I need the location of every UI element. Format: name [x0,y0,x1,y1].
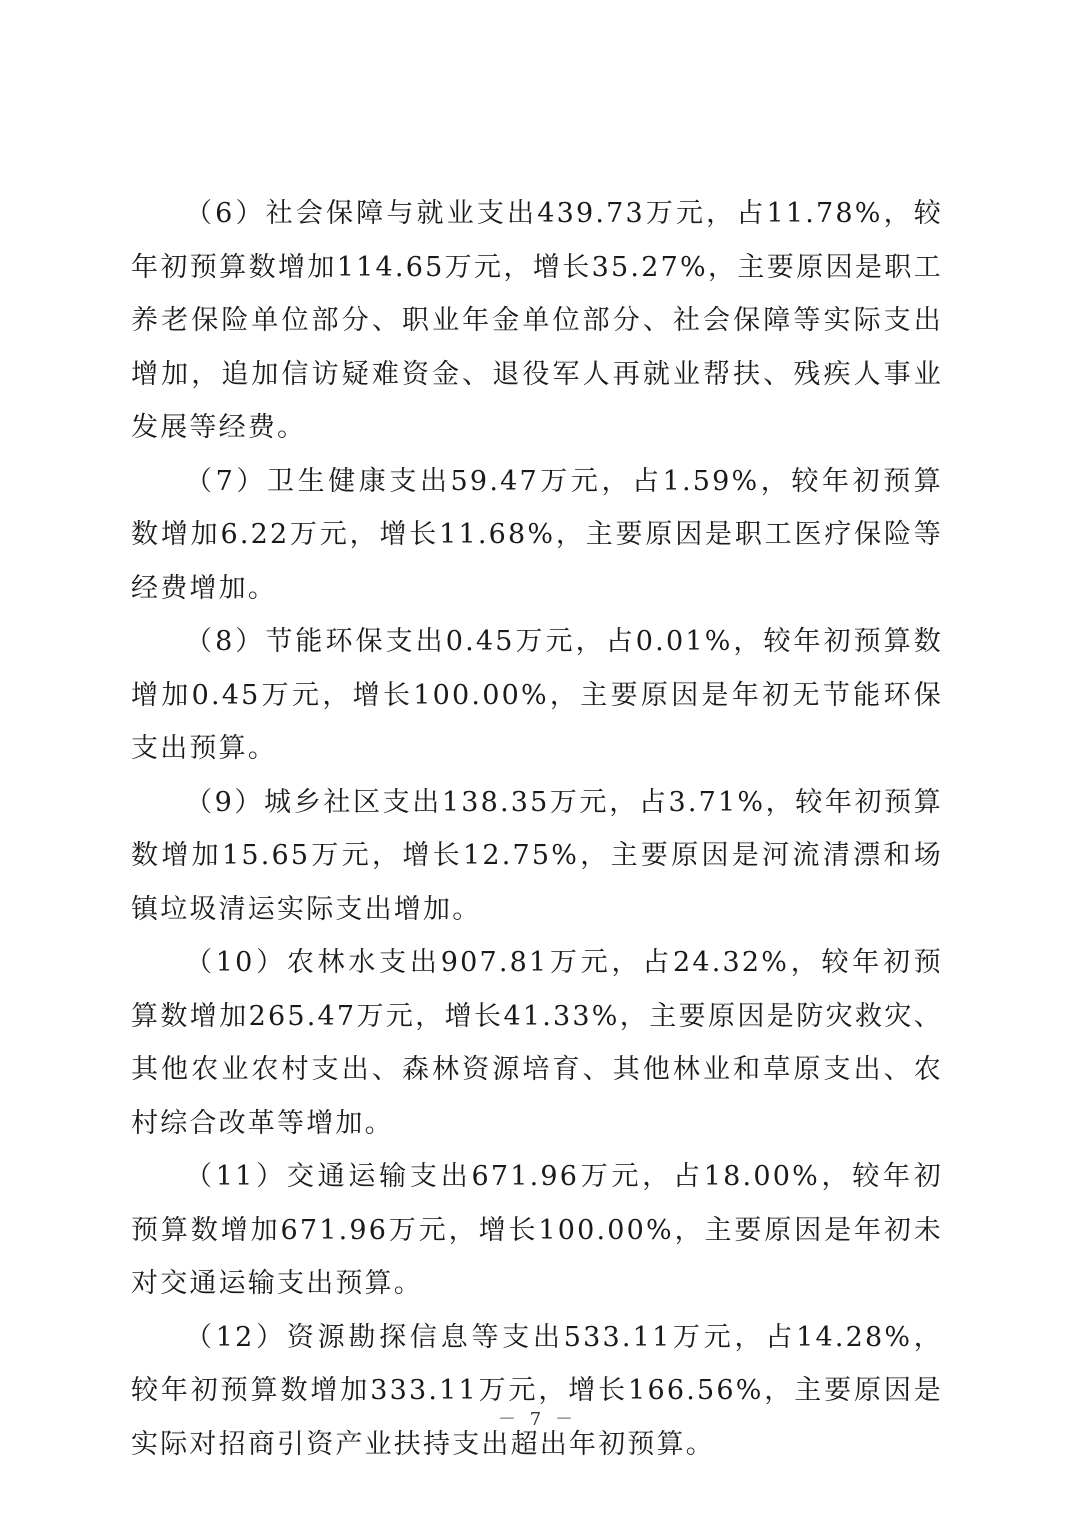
paragraph-health: （7）卫生健康支出59.47万元，占1.59%，较年初预算数增加6.22万元，增长11.68%，主要原因是职工医疗保险等经费增加。 [131,465,943,604]
paragraph-social-security: （6）社会保障与就业支出439.73万元，占11.78%，较年初预算数增加114.65万元，增长35.27%，主要原因是职工养老保险单位部分、职业年金单位部分、社会保障等实际支出增加，追加信访疑难资金、退役军人再就业帮扶、残疾人事业发展等经费。 [131,198,943,443]
page-number: － 7 － [498,1409,577,1430]
paragraph-energy-environment: （8）节能环保支出0.45万元，占0.01%，较年初预算数增加0.45万元，增长100.00%，主要原因是年初无节能环保支出预算。 [131,626,943,764]
paragraph-transportation: （11）交通运输支出671.96万元，占18.00%，较年初预算数增加671.96万元，增长100.00%，主要原因是年初未对交通运输支出预算。 [131,1161,943,1299]
paragraph-resource-exploration: （12）资源勘探信息等支出533.11万元，占14.28%，较年初预算数增加333.11万元，增长166.56%，主要原因是实际对招商引资产业扶持支出超出年初预算。 [131,1321,943,1460]
body-text [131,187,943,1471]
paragraph-urban-rural-community: （9）城乡社区支出138.35万元，占3.71%，较年初预算数增加15.65万元，增长12.75%，主要原因是河流清漂和场镇垃圾清运实际支出增加。 [131,786,943,925]
paragraph-agriculture-forestry-water: （10）农林水支出907.81万元，占24.32%，较年初预算数增加265.47万元，增长41.33%，主要原因是防灾救灾、其他农业农村支出、森林资源培育、其他林业和草原支出、农村综合改革等增加。 [131,947,943,1139]
